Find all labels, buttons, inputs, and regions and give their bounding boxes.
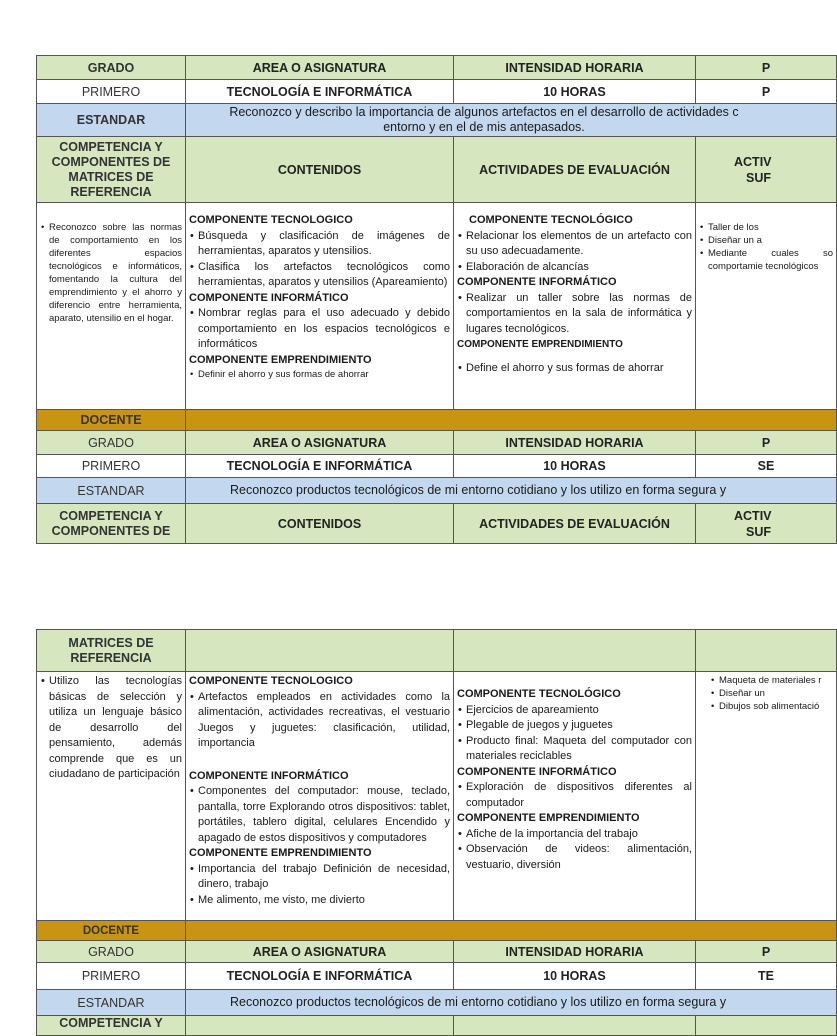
comp-emp-label: COMPONENTE EMPRENDIMIENTO <box>189 847 372 859</box>
page-2 <box>36 629 822 1030</box>
estandar-text: Reconozco productos tecnológicos de mi entorno cotidiano y los utilizo en forma segura y <box>186 478 837 504</box>
contenidos-cell <box>186 203 454 410</box>
estandar-text: Reconozco productos tecnológicos de mi entorno cotidiano y los utilizo en forma segura y <box>186 990 837 1016</box>
actividades-cell <box>454 672 696 921</box>
docente-value <box>186 921 837 941</box>
grado-value: PRIMERO <box>37 455 186 478</box>
horas-value: 10 HORAS <box>454 963 696 990</box>
actividad-item: • Afiche de la importancia del trabajo <box>466 827 692 843</box>
contenidos-header-empty <box>186 630 454 672</box>
grado-header: GRADO <box>37 56 186 80</box>
estandar-header: ESTANDAR <box>37 478 186 504</box>
periodo-header: P <box>696 941 837 963</box>
actividad-item: • Exploración de dispositivos diferentes al computador <box>466 780 692 811</box>
matrices-header: MATRICES DE REFERENCIA <box>37 630 186 672</box>
grado-value: PRIMERO <box>37 80 186 104</box>
estandar-text: Reconozco y describo la importancia de algunos artefactos en el desarrollo de actividades c entorno y en el de mis antepasados. <box>186 104 837 137</box>
comp-tec-label: COMPONENTE TECNOLOGICO <box>189 214 353 226</box>
competencia-header: COMPETENCIA Y COMPONENTES DE MATRICES DE REFERENCIA <box>37 137 186 203</box>
curriculum-table-1 <box>36 55 837 544</box>
suf-item: • Dibujos sob alimentació <box>719 700 833 713</box>
area-value: TECNOLOGÍA E INFORMÁTICA <box>186 455 454 478</box>
comp-inf-label: COMPONENTE INFORMÁTICO <box>189 769 349 782</box>
comp-emp-label: COMPONENTE EMPRENDIMIENTO <box>457 339 623 350</box>
contenido-item: • Nombrar reglas para el uso adecuado y debido comportamiento en los espacios tecnológicos e informáticos <box>198 306 450 353</box>
docente-value <box>186 410 837 431</box>
curriculum-table-2 <box>36 629 837 1036</box>
periodo-value: TE <box>696 963 837 990</box>
comp-tec-label: COMPONENTE TECNOLÓGICO <box>457 688 621 700</box>
intensidad-header: INTENSIDAD HORARIA <box>454 431 696 455</box>
suf-header: ACTIV SUF <box>696 137 837 203</box>
actividad-item: • Relacionar los elementos de un artefacto con su uso adecuadamente. <box>466 229 692 260</box>
area-value: TECNOLOGÍA E INFORMÁTICA <box>186 963 454 990</box>
suf-header-empty <box>696 630 837 672</box>
contenidos-header: CONTENIDOS <box>186 137 454 203</box>
suf-item: • Maqueta de materiales r <box>719 674 833 687</box>
actividades-header: ACTIVIDADES DE EVALUACIÓN <box>454 504 696 544</box>
competencia-item: • Reconozco sobre las normas de comportamiento en los diferentes espacios tecnológicos e informáticos, fomentando la cultura del emprendimiento y el ahorro y diferencio entre herramienta, aparato, utensilio en el hogar. <box>49 221 182 325</box>
contenidos-header: CONTENIDOS <box>186 504 454 544</box>
periodo-value: P <box>696 80 837 104</box>
contenido-item: • Definir el ahorro y sus formas de ahorrar <box>198 368 450 381</box>
suf-item: • Diseñar un <box>719 687 833 700</box>
actividad-item: • Observación de videos: alimentación, vestuario, diversión <box>466 842 692 873</box>
docente-label: DOCENTE <box>37 410 186 431</box>
suf-item: • Diseñar un a <box>708 234 833 247</box>
periodo-value: SE <box>696 455 837 478</box>
actividades-header-empty <box>454 630 696 672</box>
comp-inf-label: COMPONENTE INFORMÁTICO <box>457 765 617 778</box>
area-header: AREA O ASIGNATURA <box>186 56 454 80</box>
docente-label: DOCENTE <box>37 921 186 941</box>
estandar-header: ESTANDAR <box>37 104 186 137</box>
suf-item: • Mediante cuales so comportamie tecnológicos <box>708 247 833 273</box>
comp-tec-label: COMPONENTE TECNOLÓGICO <box>469 214 633 226</box>
actividades-header-empty <box>454 1016 696 1036</box>
actividad-item: • Ejercicios de apareamiento <box>466 703 692 719</box>
contenido-item: • Clasifica los artefactos tecnológicos como herramientas, aparatos y utensilios (Apareamiento) <box>198 260 450 291</box>
grado-header: GRADO <box>37 941 186 963</box>
contenidos-cell <box>186 672 454 921</box>
comp-inf-label: COMPONENTE INFORMÁTICO <box>189 291 349 304</box>
contenido-item: • Me alimento, me visto, me divierto <box>198 893 450 909</box>
suf-item: • Taller de los <box>708 221 833 234</box>
actividad-item: • Elaboración de alcancías <box>466 260 692 276</box>
suf-header: ACTIV SUF <box>696 504 837 544</box>
horas-value: 10 HORAS <box>454 80 696 104</box>
intensidad-header: INTENSIDAD HORARIA <box>454 56 696 80</box>
comp-tec-label: COMPONENTE TECNOLOGICO <box>189 675 353 687</box>
grado-header: GRADO <box>37 431 186 455</box>
suf-cell <box>696 672 837 921</box>
page-1 <box>36 55 833 555</box>
suf-cell <box>696 203 837 410</box>
area-header: AREA O ASIGNATURA <box>186 941 454 963</box>
comp-inf-label: COMPONENTE INFORMÁTICO <box>457 276 617 288</box>
competencia-header: COMPETENCIA Y <box>37 1016 186 1036</box>
comp-emp-label: COMPONENTE EMPRENDIMIENTO <box>457 812 640 824</box>
competencia-cell <box>37 672 186 921</box>
grado-value: PRIMERO <box>37 963 186 990</box>
suf-header-empty <box>696 1016 837 1036</box>
intensidad-header: INTENSIDAD HORARIA <box>454 941 696 963</box>
competencia-header: COMPETENCIA Y COMPONENTES DE <box>37 504 186 544</box>
contenidos-header-empty <box>186 1016 454 1036</box>
periodo-header: P <box>696 56 837 80</box>
competencia-cell <box>37 203 186 410</box>
area-header: AREA O ASIGNATURA <box>186 431 454 455</box>
actividad-item: • Plegable de juegos y juguetes <box>466 718 692 734</box>
actividad-item: • Define el ahorro y sus formas de ahorrar <box>466 361 692 377</box>
contenido-item: • Importancia del trabajo Definición de necesidad, dinero, trabajo <box>198 862 450 893</box>
comp-emp-label: COMPONENTE EMPRENDIMIENTO <box>189 353 372 366</box>
contenido-item: • Componentes del computador: mouse, teclado, pantalla, torre Explorando otros dispositivos: tablet, portátiles, tablero digital, celulares Encendido y apagado de estos dispositivos y computadores <box>198 784 450 846</box>
periodo-header: P <box>696 431 837 455</box>
actividades-header: ACTIVIDADES DE EVALUACIÓN <box>454 137 696 203</box>
area-value: TECNOLOGÍA E INFORMÁTICA <box>186 80 454 104</box>
contenido-item: • Artefactos empleados en actividades como la alimentación, actividades recreativas, el vestuario Juegos y juguetes: clasificación, utilidad, importancia <box>198 690 450 752</box>
horas-value: 10 HORAS <box>454 455 696 478</box>
actividad-item: • Realizar un taller sobre las normas de comportamientos en la sala de informática y lugares tecnológicos. <box>466 291 692 338</box>
contenido-item: • Búsqueda y clasificación de imágenes de herramientas, aparatos y utensilios. <box>198 229 450 260</box>
competencia-item: • Utilizo las tecnologías básicas de selección y utiliza un lenguaje básico de desarrollo del pensamiento, además comprende que es un ciudadano de participación <box>49 674 182 783</box>
actividades-cell <box>454 203 696 410</box>
actividad-item: • Producto final: Maqueta del computador con materiales reciclables <box>466 734 692 765</box>
estandar-header: ESTANDAR <box>37 990 186 1016</box>
